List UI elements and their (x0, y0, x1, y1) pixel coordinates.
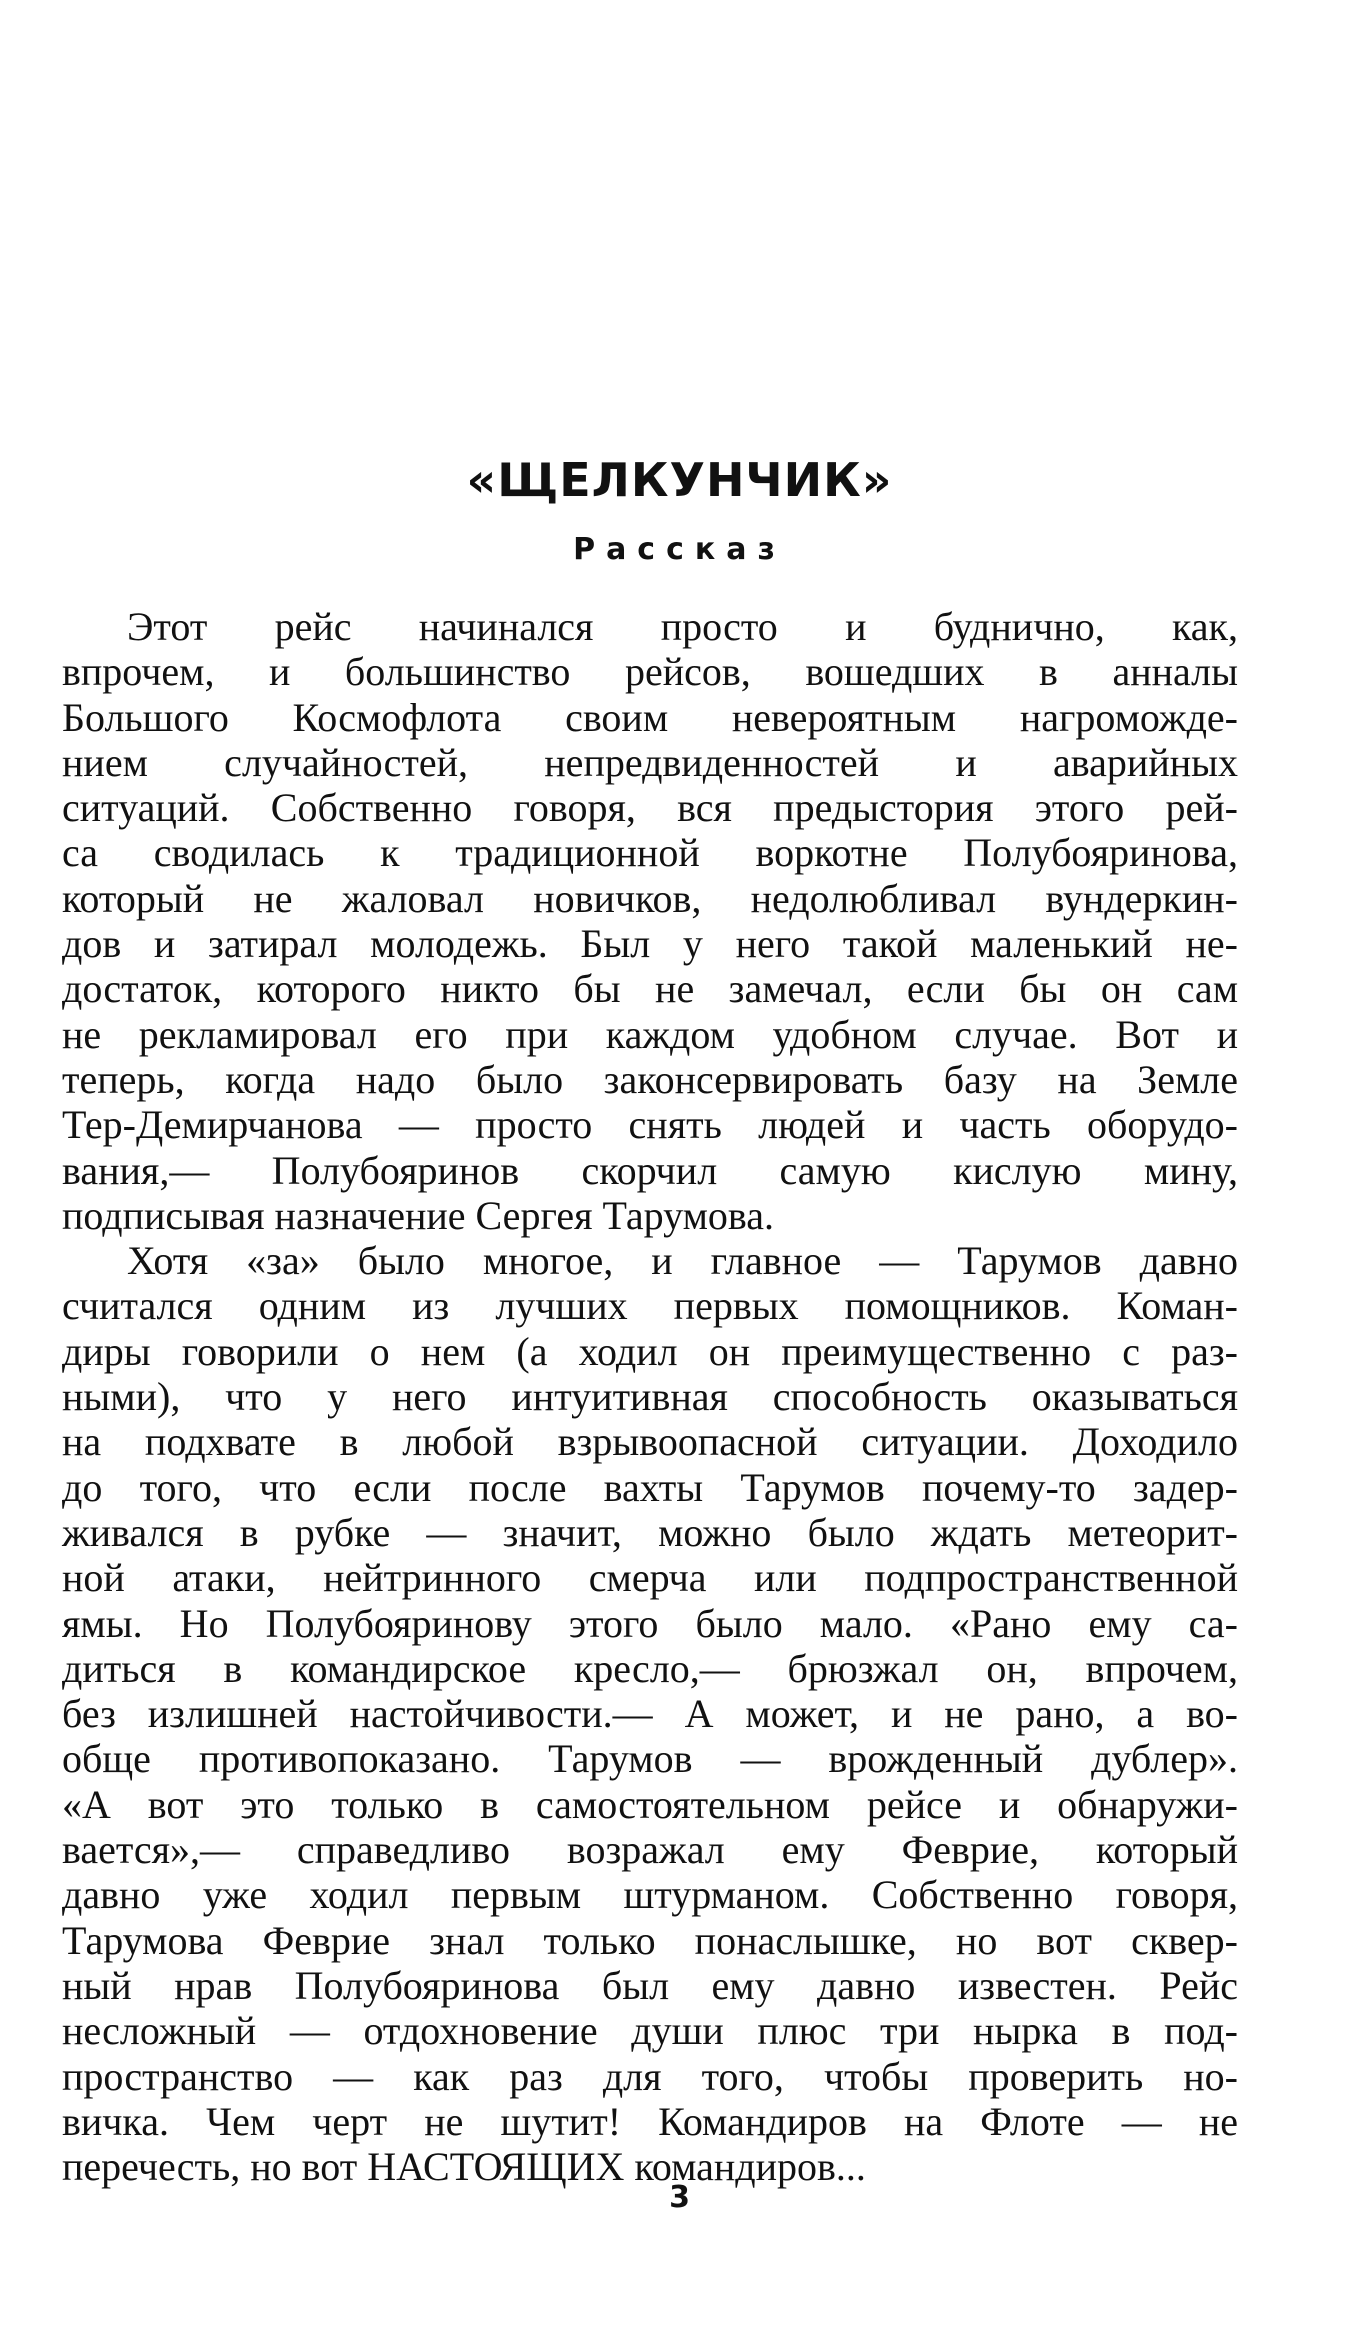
text-line: ситуаций. Собственно говоря, вся предыстория этого рей- (62, 785, 1238, 831)
text-line: дов и затирал молодежь. Был у него такой маленький не- (62, 921, 1238, 967)
text-line: диться в командирское кресло,— брюзжал он, впрочем, (62, 1645, 1238, 1691)
text-line: перечесть, но вот НАСТОЯЩИХ командиров... (62, 2144, 866, 2190)
text-line: ный нрав Полубояринова был ему давно известен. Рейс (62, 1962, 1238, 2008)
text-line: Хотя «за» было многое, и главное — Тарумов давно (127, 1238, 1238, 1284)
text-line: до того, что если после вахты Тарумов почему-то задер- (62, 1464, 1238, 1510)
text-line: пространство — как раз для того, чтобы проверить но- (62, 2053, 1238, 2099)
page-number: 3 (669, 2180, 690, 2215)
text-line: Этот рейс начинался просто и буднично, как, (127, 604, 1238, 649)
text-line: на подхвате в любой взрывоопасной ситуации. Доходило (62, 1419, 1238, 1465)
text-line: несложный — отдохновение души плюс три нырка в под- (62, 2008, 1238, 2054)
story-body (62, 604, 1238, 2189)
text-line: ямы. Но Полубояринову этого было мало. «Рано ему са- (62, 1600, 1238, 1646)
text-line: ными), что у него интуитивная способность оказываться (62, 1374, 1238, 1420)
text-line: теперь, когда надо было законсервировать базу на Земле (62, 1056, 1238, 1102)
text-line: вания,— Полубояринов скорчил самую кислую мину, (62, 1147, 1238, 1193)
text-line: вается»,— справедливо возражал ему Феврие, который (62, 1827, 1238, 1873)
text-line: Тарумова Феврие знал только понаслышке, но вот сквер- (62, 1917, 1238, 1963)
text-line: который не жаловал новичков, недолюбливал вундеркин- (62, 875, 1238, 921)
text-line: живался в рубке — значит, можно было ждать метеорит- (62, 1509, 1238, 1555)
text-line: Большого Космофлота своим невероятным нагроможде- (62, 694, 1238, 740)
text-line: давно уже ходил первым штурманом. Собственно говоря, (62, 1872, 1238, 1918)
text-line: нием случайностей, непредвиденностей и аварийных (62, 739, 1238, 785)
text-line: Тер-Демирчанова — просто снять людей и часть оборудо- (62, 1102, 1238, 1148)
text-line: са сводилась к традиционной воркотне Полубояринова, (62, 830, 1238, 876)
text-line: достаток, которого никто бы не замечал, если бы он сам (62, 966, 1238, 1012)
text-line: не рекламировал его при каждом удобном случае. Вот и (62, 1011, 1238, 1057)
text-line: ной атаки, нейтринного смерча или подпространственной (62, 1555, 1238, 1601)
text-line: вичка. Чем черт не шутит! Командиров на Флоте — не (62, 2098, 1238, 2144)
text-line: обще противопоказано. Тарумов — врожденный дублер». (62, 1736, 1238, 1782)
text-line: диры говорили о нем (а ходил он преимущественно с раз- (62, 1328, 1238, 1374)
paragraph-1 (62, 604, 1238, 1238)
text-line: без излишней настойчивости.— А может, и не рано, а во- (62, 1691, 1238, 1737)
text-line: впрочем, и большинство рейсов, вошедших в анналы (62, 649, 1238, 695)
text-line: подписывая назначение Сергея Тарумова. (62, 1192, 775, 1238)
paragraph-2 (62, 1238, 1238, 2189)
text-line: считался одним из лучших первых помощников. Коман- (62, 1283, 1238, 1329)
text-line: «А вот это только в самостоятельном рейсе и обнаружи- (62, 1781, 1238, 1827)
story-subtitle: Рассказ (573, 532, 786, 567)
story-title: «ЩЕЛКУНЧИК» (466, 453, 893, 507)
